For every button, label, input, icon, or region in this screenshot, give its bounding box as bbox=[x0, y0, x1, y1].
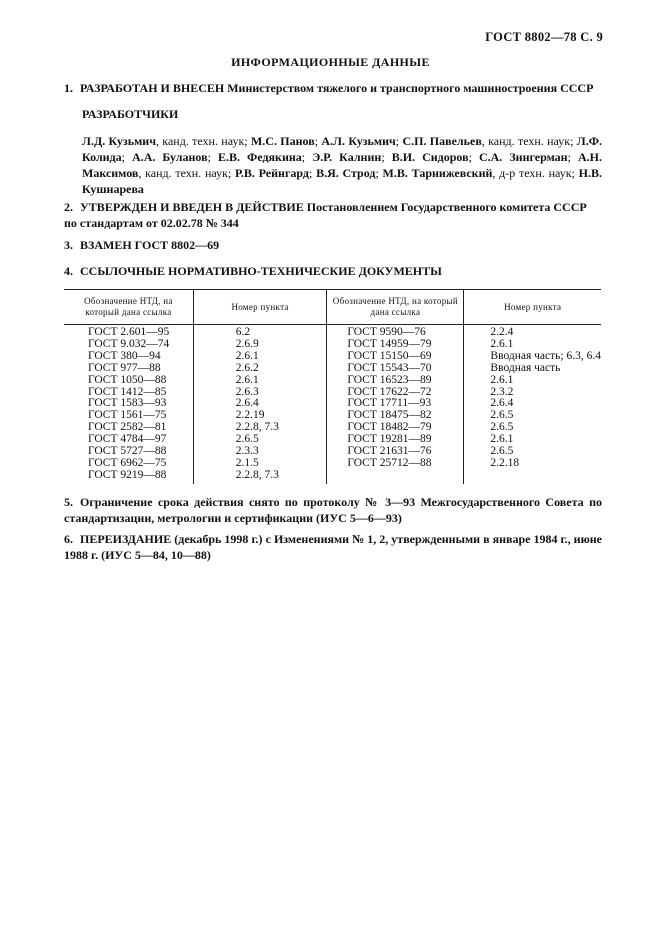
table-cell-item: 2.3.2 bbox=[490, 385, 514, 398]
developers-list bbox=[82, 133, 602, 197]
table-body-row bbox=[64, 325, 601, 484]
table-cell-item: 2.6.5 bbox=[490, 445, 514, 458]
left-doc-column bbox=[64, 325, 193, 484]
developer-title: ; bbox=[375, 166, 383, 180]
header-item-right: Номер пункта bbox=[464, 290, 601, 325]
section-5 bbox=[64, 495, 602, 526]
table-cell-doc: ГОСТ 9219—88 bbox=[88, 468, 167, 481]
table-cell-item: 2.2.8, 7.3 bbox=[235, 468, 279, 481]
table-header-row bbox=[64, 290, 601, 325]
developer-name: М.С. Панов bbox=[250, 134, 315, 148]
developer-name: В.Я. Строд bbox=[316, 166, 376, 180]
section-1-number: 1. bbox=[64, 81, 73, 95]
developer-title: ; bbox=[395, 134, 403, 148]
section-3-text: ВЗАМЕН ГОСТ 8802—69 bbox=[80, 238, 220, 252]
developer-title: ; bbox=[567, 150, 578, 164]
table-cell-item: 2.6.4 bbox=[235, 397, 259, 410]
table-cell-doc: ГОСТ 17622—72 bbox=[347, 385, 432, 398]
developer-title: ; bbox=[301, 150, 313, 164]
table-cell-doc: ГОСТ 4784—97 bbox=[88, 433, 167, 446]
section-2-number: 2. bbox=[64, 200, 73, 214]
developer-name: Л.Ф. Колида bbox=[82, 134, 603, 164]
left-item-column bbox=[193, 325, 327, 484]
references-table bbox=[64, 289, 601, 484]
developer-title: ; bbox=[381, 150, 392, 164]
developer-title: ; bbox=[121, 150, 133, 164]
table-cell-doc: ГОСТ 17711—93 bbox=[347, 397, 432, 410]
table-cell-doc: ГОСТ 1412—85 bbox=[88, 385, 167, 398]
section-4-text: ССЫЛОЧНЫЕ НОРМАТИВНО-ТЕХНИЧЕСКИЕ ДОКУМЕНТЫ bbox=[80, 264, 442, 278]
table-cell-item: 2.2.4 bbox=[490, 326, 514, 338]
table-cell-doc: ГОСТ 380—94 bbox=[88, 349, 161, 362]
table-cell-item: 2.6.3 bbox=[235, 385, 259, 398]
table-cell-item: Вводная часть bbox=[490, 361, 561, 374]
section-6 bbox=[64, 532, 602, 563]
right-doc-column bbox=[327, 325, 464, 484]
table-cell-item: 2.2.8, 7.3 bbox=[235, 421, 279, 434]
section-1-text: Министерством тяжелого и транспортного машиностроения СССР bbox=[227, 81, 594, 95]
section-3-number: 3. bbox=[64, 238, 73, 252]
table-cell-doc: ГОСТ 14959—79 bbox=[347, 337, 432, 350]
table-cell-item: 2.6.1 bbox=[235, 373, 259, 386]
developers-heading: РАЗРАБОТЧИКИ bbox=[82, 107, 179, 121]
table-cell-doc: ГОСТ 1583—93 bbox=[88, 397, 167, 410]
table-cell-item: 2.6.1 bbox=[490, 433, 514, 446]
section-2 bbox=[64, 200, 602, 231]
table-cell-doc: ГОСТ 15150—69 bbox=[347, 349, 432, 362]
developer-name: С.П. Павельев bbox=[402, 134, 482, 148]
table-cell-item: 2.1.5 bbox=[235, 456, 259, 469]
table-cell-doc: ГОСТ 25712—88 bbox=[347, 456, 432, 469]
right-item-column bbox=[464, 325, 601, 484]
section-5-text: Ограничение срока действия снято по протоколу № 3—93 Межгосударственного Совета по стандартизации, метрологии и сертификации (ИУС 5—6—93) bbox=[64, 495, 602, 525]
developer-title: ; bbox=[468, 150, 479, 164]
developer-title: , канд. техн. наук; bbox=[138, 166, 236, 180]
table-cell-doc: ГОСТ 977—88 bbox=[88, 361, 161, 374]
developer-name: А.Л. Кузьмич bbox=[321, 134, 396, 148]
table-cell-doc: ГОСТ 2.601—95 bbox=[88, 326, 170, 338]
developer-name: Е.В. Федякина bbox=[217, 150, 302, 164]
developer-title: ; bbox=[314, 134, 322, 148]
section-1 bbox=[64, 81, 602, 97]
table-cell-item: 6.2 bbox=[235, 326, 251, 338]
table-cell-doc: ГОСТ 5727—88 bbox=[88, 445, 167, 458]
header-doc-right: Обозначение НТД, на который дана ссылка bbox=[327, 290, 464, 325]
table-cell-item: 2.3.3 bbox=[235, 445, 259, 458]
developer-name: Р.В. Рейнгард bbox=[235, 166, 309, 180]
table-cell-item: 2.6.1 bbox=[235, 349, 259, 362]
table-cell-item: 2.2.19 bbox=[235, 409, 265, 422]
table-cell-doc: ГОСТ 1050—88 bbox=[88, 373, 167, 386]
header-item-left: Номер пункта bbox=[193, 290, 327, 325]
developer-name: А.Н. Максимов bbox=[82, 150, 602, 180]
table-cell-doc: ГОСТ 9590—76 bbox=[347, 326, 426, 338]
table-cell-doc: ГОСТ 18482—79 bbox=[347, 421, 432, 434]
table-cell-item: 2.2.18 bbox=[490, 456, 520, 469]
developer-name: М.В. Тарнижевский bbox=[382, 166, 493, 180]
developer-title: , канд. техн. наук; bbox=[481, 134, 577, 148]
table-cell-item: 2.6.5 bbox=[235, 433, 259, 446]
table-cell-doc: ГОСТ 6962—75 bbox=[88, 456, 167, 469]
section-3 bbox=[64, 238, 602, 254]
table-cell-doc: ГОСТ 15543—70 bbox=[347, 361, 432, 374]
page-header-doc-ref: ГОСТ 8802—78 С. 9 bbox=[485, 30, 603, 44]
section-6-lead: ПЕРЕИЗДАНИЕ bbox=[80, 532, 172, 546]
section-5-number: 5. bbox=[64, 495, 73, 509]
developer-name: А.А. Буланов bbox=[132, 150, 208, 164]
section-4-number: 4. bbox=[64, 264, 73, 278]
table-cell-doc: ГОСТ 1561—75 bbox=[88, 409, 167, 422]
table-cell-item: 2.6.1 bbox=[490, 373, 514, 386]
section-6-text: (декабрь 1998 г.) с Изменениями № 1, 2, утвержденными в январе 1984 г., июне 1988 г. (ИУС 5—84, 10—88) bbox=[64, 532, 603, 562]
table-cell-doc: ГОСТ 9.032—74 bbox=[88, 337, 170, 350]
developer-name: Л.Д. Кузьмич bbox=[82, 134, 156, 148]
table-cell-doc: ГОСТ 21631—76 bbox=[347, 445, 432, 458]
developer-title: , д-р техн. наук; bbox=[492, 166, 579, 180]
developer-title: ; bbox=[308, 166, 317, 180]
developer-title: ; bbox=[207, 150, 218, 164]
table-cell-doc: ГОСТ 16523—89 bbox=[347, 373, 432, 386]
table-cell-doc: ГОСТ 19281—89 bbox=[347, 433, 432, 446]
developer-title: , канд. техн. наук; bbox=[155, 134, 251, 148]
table-cell-item: Вводная часть; 6.3, 6.4 bbox=[490, 349, 601, 362]
developer-name: Э.Р. Калнин bbox=[312, 150, 382, 164]
table-cell-item: 2.6.4 bbox=[490, 397, 514, 410]
table-cell-doc: ГОСТ 2582—81 bbox=[88, 421, 167, 434]
section-6-number: 6. bbox=[64, 532, 73, 546]
table-cell-item: 2.6.1 bbox=[490, 337, 514, 350]
page-title: ИНФОРМАЦИОННЫЕ ДАННЫЕ bbox=[231, 55, 430, 69]
table-cell-item: 2.6.9 bbox=[235, 337, 259, 350]
section-4 bbox=[64, 264, 602, 280]
table-cell-item: 2.6.5 bbox=[490, 409, 514, 422]
table-cell-item: 2.6.5 bbox=[490, 421, 514, 434]
table-cell-item: 2.6.2 bbox=[235, 361, 259, 374]
developer-name: С.А. Зингерман bbox=[478, 150, 568, 164]
section-2-lead: УТВЕРЖДЕН И ВВЕДЕН В ДЕЙСТВИЕ bbox=[80, 200, 304, 214]
section-2-text: Постановлением Государственного комитета СССР по стандартам от 02.02.78 № 344 bbox=[64, 200, 587, 230]
header-doc-left: Обозначение НТД, на который дана ссылка bbox=[64, 290, 193, 325]
table-cell-doc: ГОСТ 18475—82 bbox=[347, 409, 432, 422]
section-1-lead: РАЗРАБОТАН И ВНЕСЕН bbox=[80, 81, 225, 95]
developer-name: В.И. Сидоров bbox=[391, 150, 469, 164]
developer-name: Н.В. Кушнарева bbox=[82, 166, 602, 196]
